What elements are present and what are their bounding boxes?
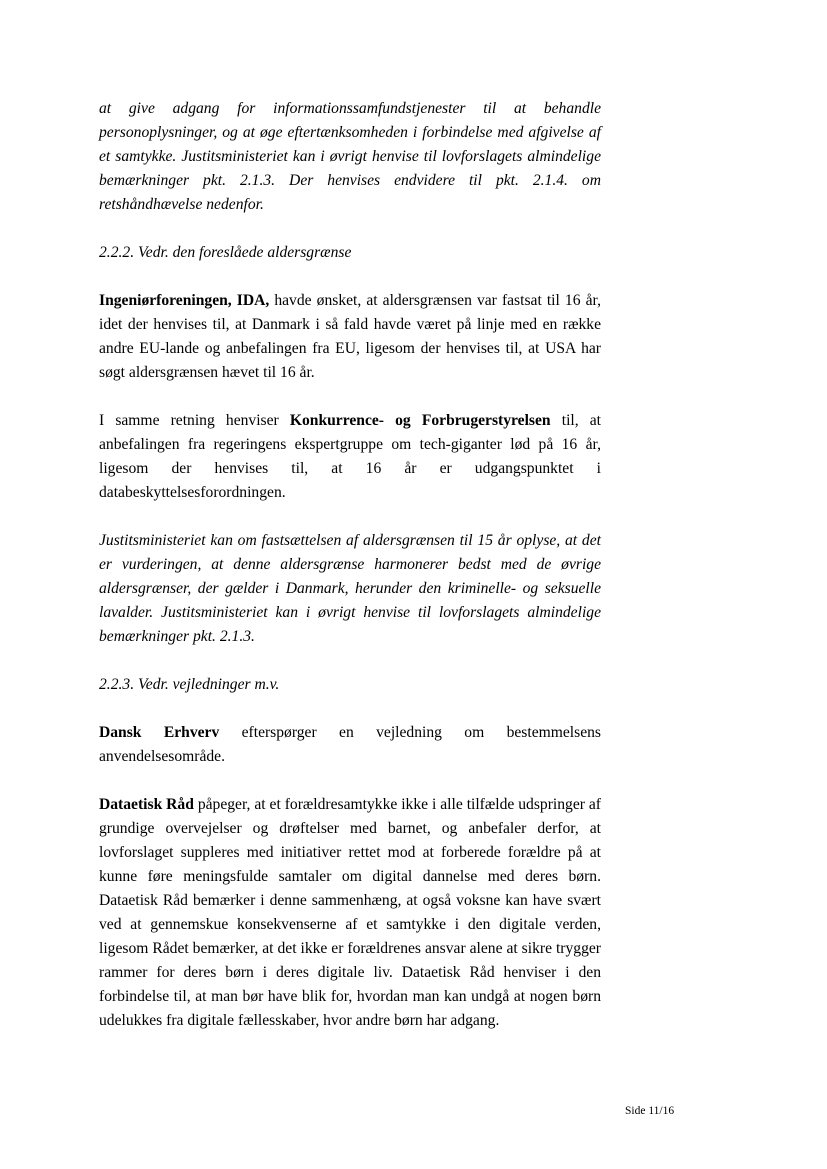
paragraph-gap (99, 385, 601, 409)
paragraph-ida (99, 289, 601, 385)
paragraph-gap (99, 217, 601, 241)
paragraph-dataetisk-raad (99, 793, 601, 1033)
page-number: Side 11/16 (625, 1105, 675, 1117)
paragraph-gap (99, 769, 601, 793)
paragraph-ida-text: havde ønsket, at aldersgrænsen var fastsat til 16 år, idet der henvises til, at Danmark i så fald havde været på linje med en række andre EU-lande og anbefalingen fra EU, ligesom der henvises til, at USA har søgt aldersgrænsen hævet til 16 år. (99, 292, 601, 381)
organization-name-dataetisk-raad: Dataetisk Råd (99, 796, 194, 813)
paragraph-gap (99, 649, 601, 673)
organization-name-kfst: Konkurrence- og Forbrugerstyrelsen (289, 412, 551, 429)
document-body (99, 97, 601, 1033)
paragraph-kfst-text: til, at anbefalingen fra regeringens ekspertgruppe om tech-giganter lød på 16 år, ligesom der henvises til, at 16 år er udgangspunktet i databeskyttelsesforordningen. (99, 412, 602, 501)
section-heading-2-2-2: 2.2.2. Vedr. den foreslåede aldersgrænse (99, 244, 352, 261)
paragraph-kfst-intro: I samme retning henviser (99, 412, 290, 429)
paragraph-justice-age-limit: Justitsministeriet kan om fastsættelsen af aldersgrænsen til 15 år oplyse, at det er vurderingen, at denne aldersgrænse harmonerer bedst med de øvrige aldersgrænser, der gælder i Danmark, herunder den kriminelle- og seksuelle lavalder. Justitsministeriet kan i øvrigt henvise til lovforslagets almindelige bemærkninger pkt. 2.1.3. (99, 532, 601, 645)
paragraph-dansk-erhverv-text: efterspørger en vejledning om bestemmelsens anvendelsesområde. (99, 724, 601, 765)
organization-name-ida: Ingeniørforeningen, IDA, (99, 292, 270, 309)
paragraph-gap (99, 505, 601, 529)
paragraph-consent-continuation: at give adgang for informationssamfundstjenester til at behandle personoplysninger, og at øge eftertænksomheden i forbindelse med afgivelse af et samtykke. Justitsministeriet kan i øvrigt henvise til lovforslagets almindelige bemærkninger pkt. 2.1.3. Der henvises endvidere til pkt. 2.1.4. om retshåndhævelse nedenfor. (99, 100, 601, 213)
section-heading-2-2-3: 2.2.3. Vedr. vejledninger m.v. (99, 676, 280, 693)
organization-name-dansk-erhverv: Dansk Erhverv (99, 724, 220, 741)
paragraph-gap (99, 697, 601, 721)
paragraph-gap (99, 265, 601, 289)
paragraph-kfst (99, 409, 601, 505)
paragraph-dataetisk-raad-text: påpeger, at et forældresamtykke ikke i alle tilfælde udspringer af grundige overvejelser og drøftelser med barnet, og anbefaler derfor, at lovforslaget suppleres med initiativer rettet mod at forberede forældre på at kunne føre meningsfulde samtaler om digital dannelse med deres børn. Dataetisk Råd bemærker i denne sammenhæng, at også voksne kan have svært ved at gennemskue konsekvenserne af et samtykke i den digitale verden, ligesom Rådet bemærker, at det ikke er forældrenes ansvar alene at sikre trygger rammer for deres børn i deres digitale liv. Dataetisk Råd henviser i den forbindelse til, at man bør have blik for, hvordan man kan undgå at nogen børn udelukkes fra digitale fællesskaber, hvor andre børn har adgang. (99, 796, 601, 1029)
paragraph-dansk-erhverv (99, 721, 601, 769)
